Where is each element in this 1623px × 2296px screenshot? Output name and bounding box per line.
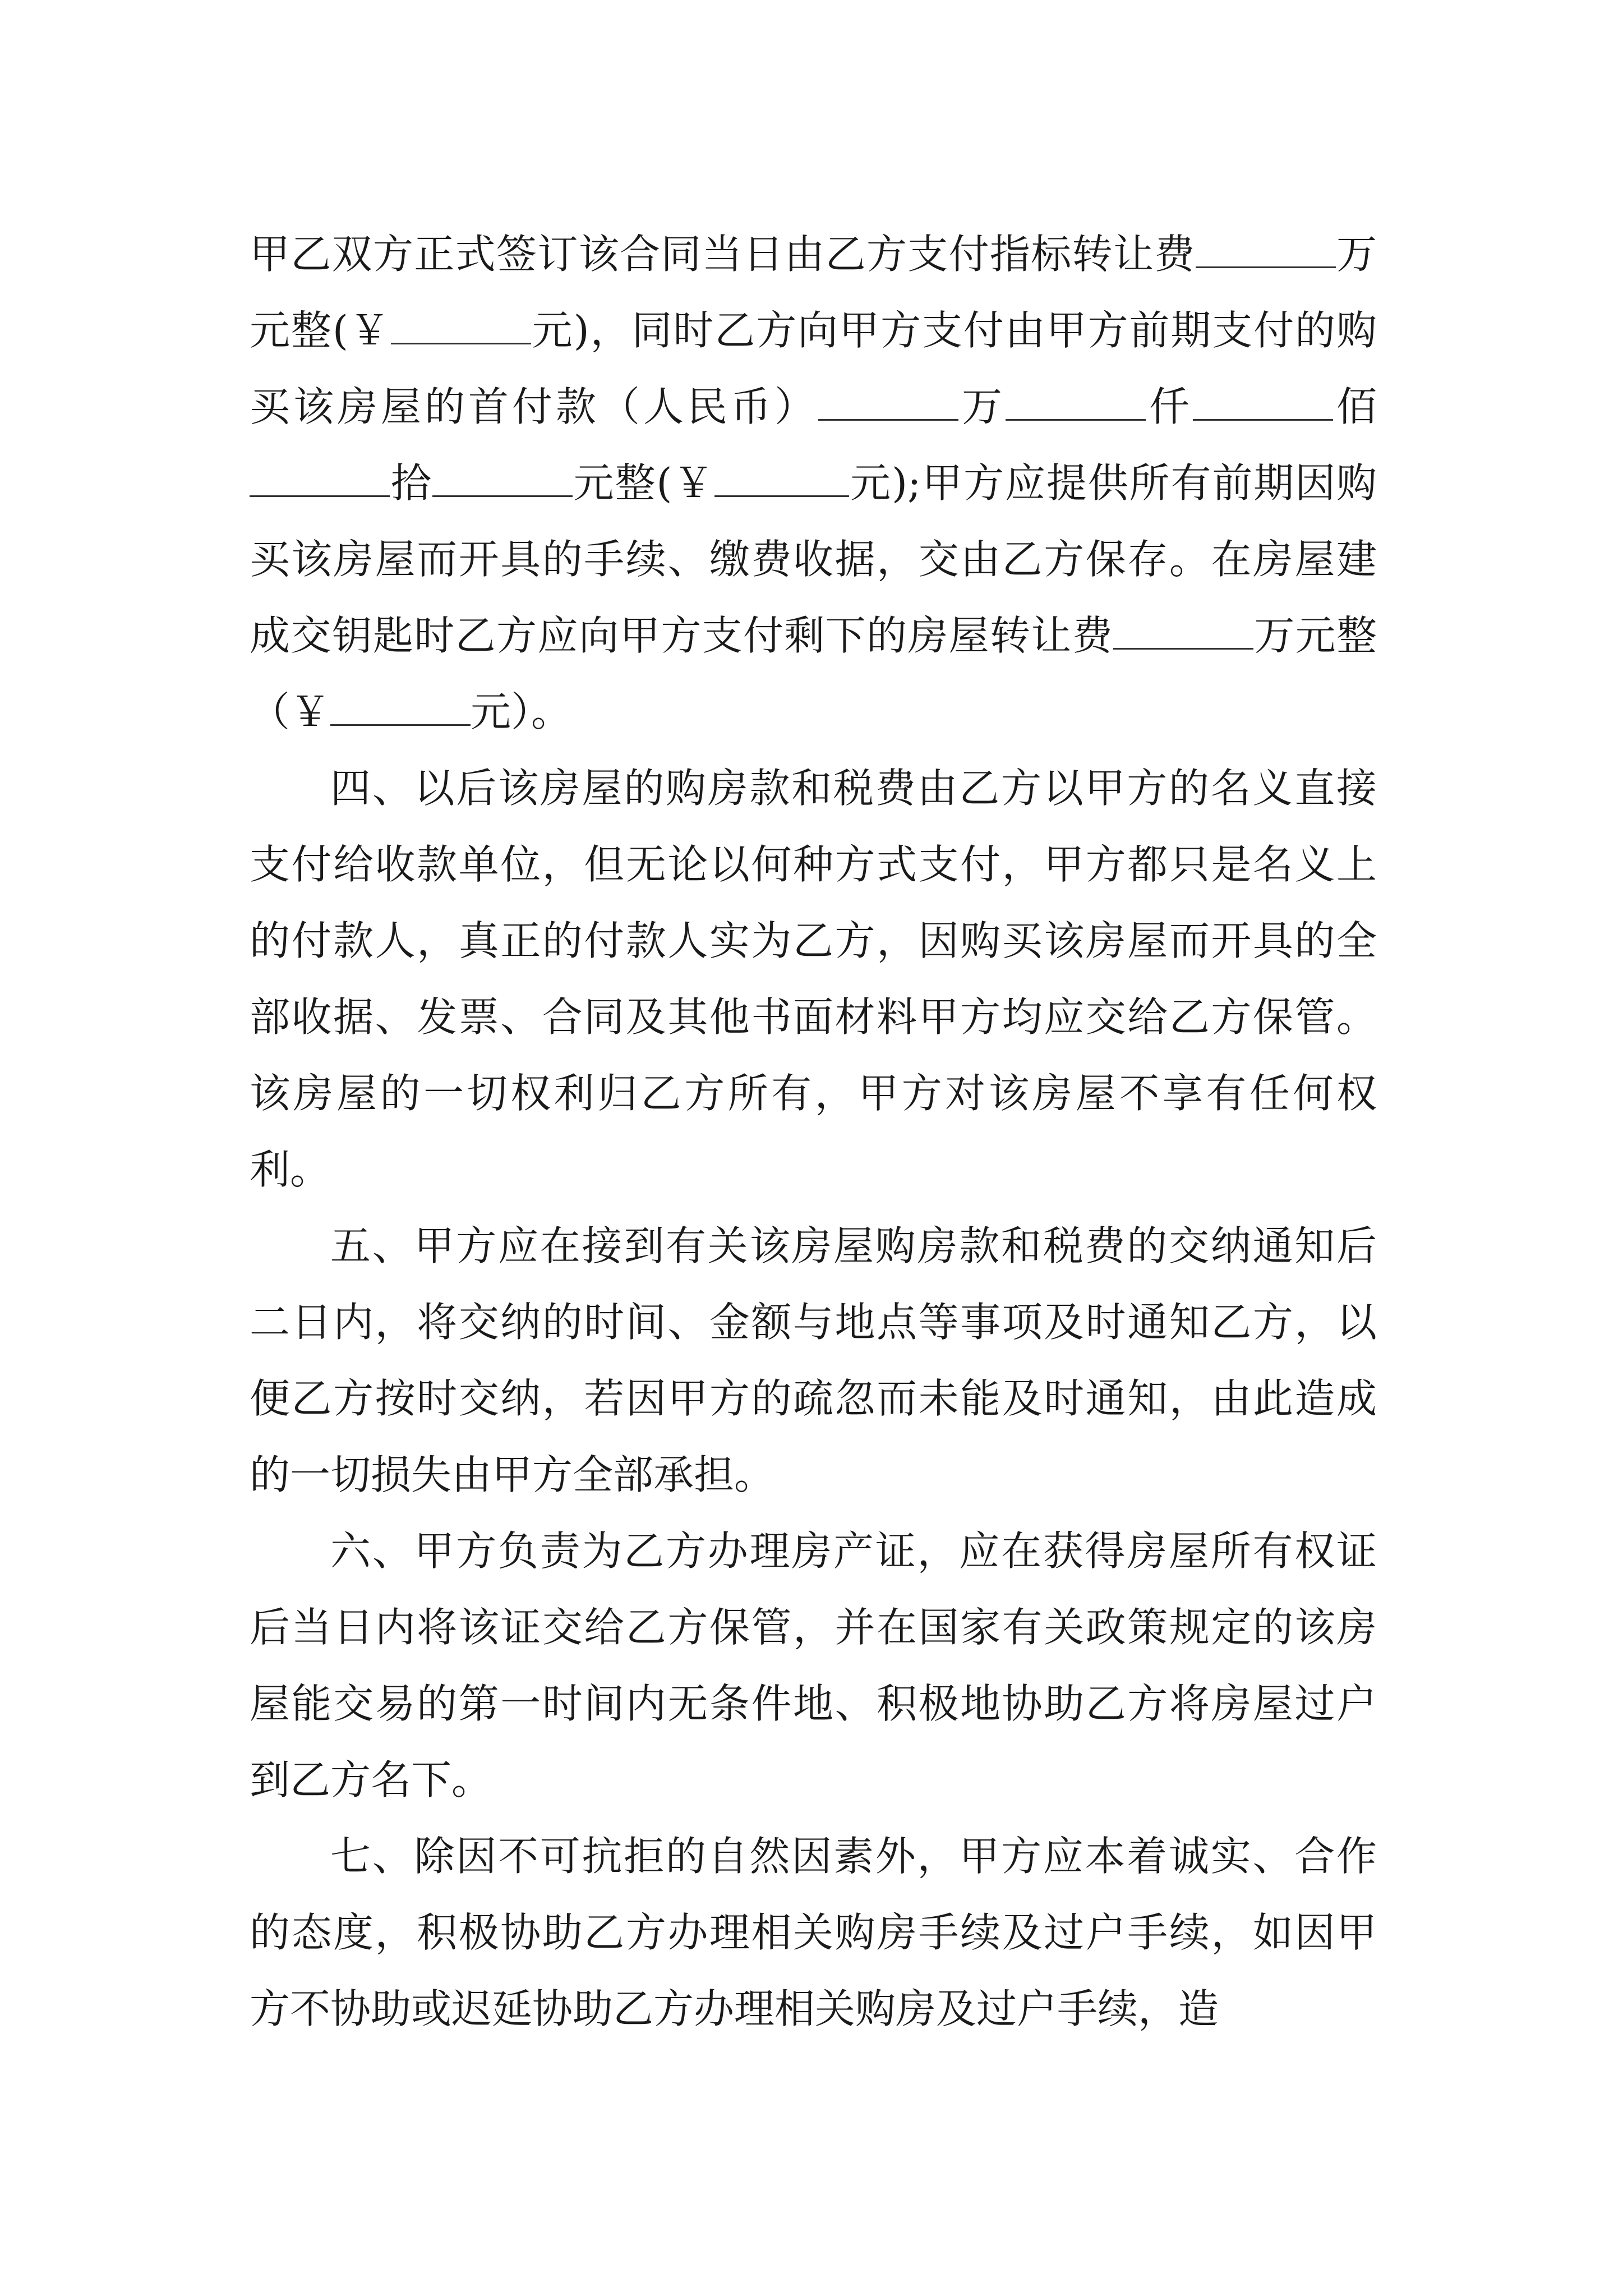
paragraph-clause-5: 五、甲方应在接到有关该房屋购房款和税费的交纳通知后二日内，将交纳的时间、金额与地点等事项及时通知乙方，以便乙方按时交纳，若因甲方的疏忽而未能及时通知，由此造成的一切损失由甲方全部承担。: [250, 1222, 1377, 1498]
fill-in-blank: [714, 459, 849, 497]
fill-in-blank: [1196, 230, 1336, 268]
text-segment: 万: [958, 383, 1006, 430]
text-segment: 拾: [390, 459, 432, 507]
text-segment: 元);甲方应提供所有前期因购买该房屋而开具的手续、缴费收据，交由乙方保存。在房屋建成交钥匙时乙方应向甲方支付剩下的房屋转让费: [250, 459, 1377, 659]
paragraph-clause-6: 六、甲方负责为乙方办理房产证，应在获得房屋所有权证后当日内将该证交给乙方保管，并在国家有关政策规定的该房屋能交易的第一时间内无条件地、积极地协助乙方将房屋过户到乙方名下。: [250, 1527, 1377, 1803]
text-segment: 仟: [1145, 383, 1193, 430]
fill-in-blank: [330, 688, 471, 726]
fill-in-blank: [1113, 611, 1253, 650]
fill-in-blank: [391, 306, 531, 344]
text-segment: 万元整(￥: [250, 231, 1377, 354]
paragraph-clause-4: 四、以后该房屋的购房款和税费由乙方以甲方的名义直接支付给收款单位，但无论以何种方式支付，甲方都只是名义上的付款人，真正的付款人实为乙方，因购买该房屋而开具的全部收据、发票、合同及其他书面材料甲方均应交给乙方保管。该房屋的一切权利归乙方所有，甲方对该房屋不享有任何权利。: [250, 765, 1377, 1193]
fill-in-blank: [1193, 383, 1333, 421]
paragraph-clause-7: 七、除因不可抗拒的自然因素外，甲方应本着诚实、合作的态度，积极协助乙方办理相关购房手续及过户手续，如因甲方不协助或迟延协助乙方办理相关购房及过户手续，造: [250, 1833, 1377, 2032]
fill-in-blank: [818, 383, 958, 421]
paragraph-payment-terms: [250, 216, 1377, 750]
contract-body: [250, 216, 1377, 2047]
fill-in-blank: [432, 459, 573, 497]
fill-in-blank: [1006, 383, 1146, 421]
text-segment: 元）。: [471, 688, 572, 735]
text-segment: 元)，同时乙方向甲方支付由甲方前期支付的购买该房屋的首付款（人民币）: [250, 307, 1377, 430]
text-segment: 甲乙双方正式签订该合同当日由乙方支付指标转让费: [250, 231, 1196, 278]
text-segment: 佰: [1332, 383, 1377, 430]
text-segment: 万元整（￥: [250, 612, 1377, 735]
text-segment: 元整(￥: [572, 459, 715, 507]
fill-in-blank: [250, 459, 390, 497]
